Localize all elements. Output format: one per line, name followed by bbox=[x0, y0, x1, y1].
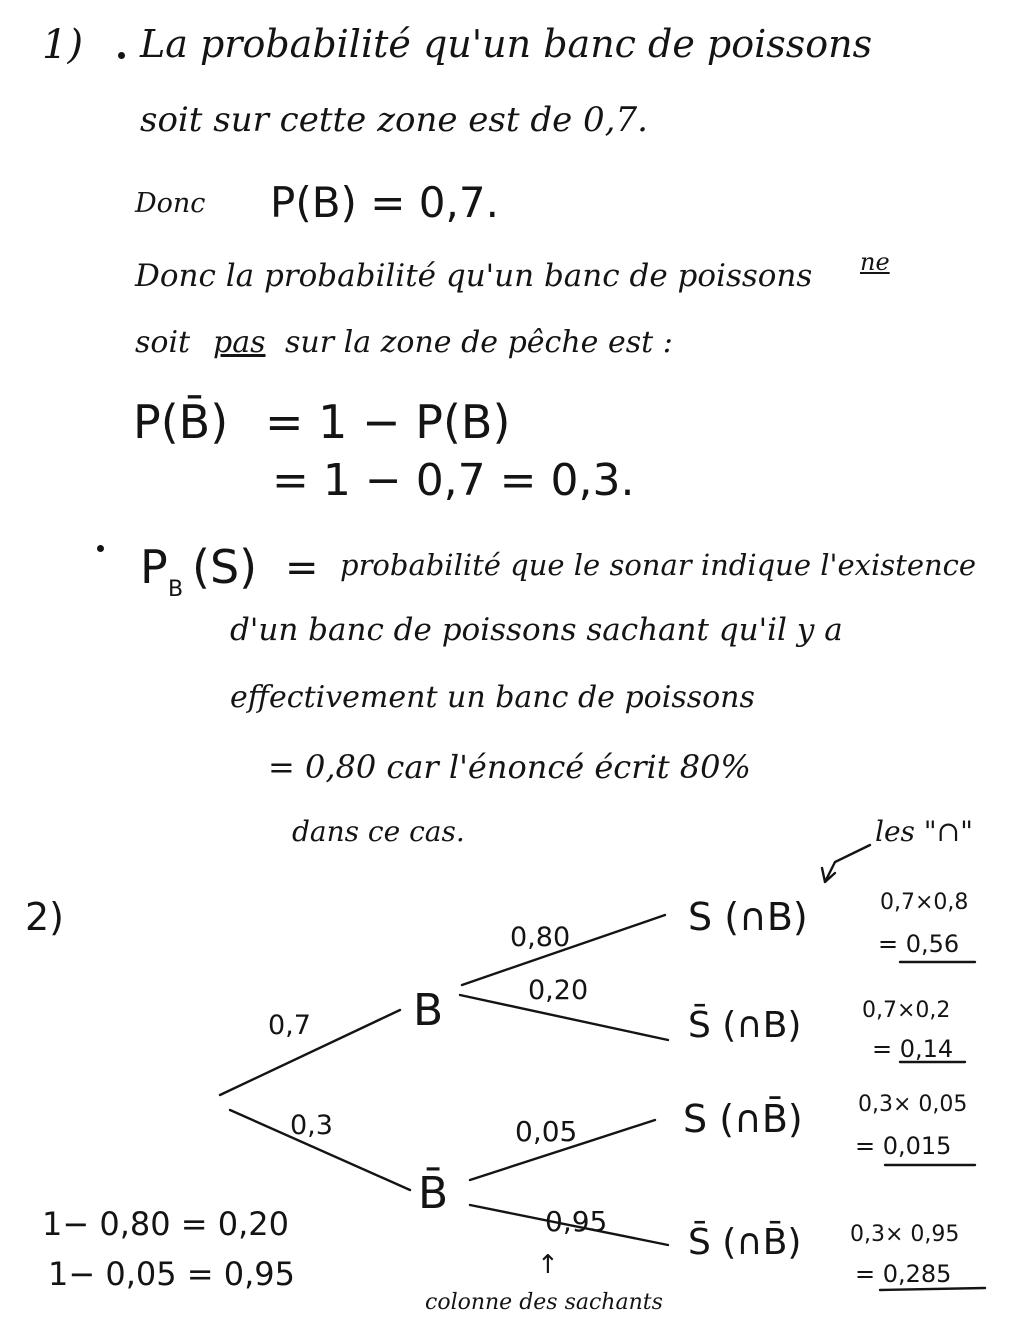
formula1-rhs: = 1 − P(B) bbox=[265, 395, 511, 449]
bullet2-text4: = 0,80 car l'énoncé écrit 80% bbox=[268, 748, 751, 786]
label-branch-B: 0,7 bbox=[268, 1010, 311, 1041]
bullet2-text3: effectivement un banc de poissons bbox=[230, 680, 755, 715]
prob-B-formula: P(B) = 0,7. bbox=[270, 178, 499, 227]
leaf-3-result: = 0,015 bbox=[855, 1132, 952, 1160]
pb-s-subscript: B bbox=[168, 577, 184, 602]
leaf-2-result: = 0,14 bbox=[872, 1035, 954, 1063]
part1-line5-pas: pas bbox=[213, 325, 266, 360]
part1-number: 1) bbox=[42, 22, 84, 68]
pb-s-equals: = bbox=[285, 545, 319, 591]
arrow-caption: colonne des sachants bbox=[425, 1290, 663, 1315]
bullet2-text2: d'un banc de poissons sachant qu'il y a bbox=[230, 612, 843, 648]
annotation-arrow bbox=[822, 845, 870, 882]
leaf-3-calc: 0,3× 0,05 bbox=[858, 1092, 968, 1117]
part1-line1: La probabilité qu'un banc de poissons bbox=[140, 22, 873, 66]
part1-line2: soit sur cette zone est de 0,7. bbox=[140, 100, 648, 140]
leaf-2-calc: 0,7×0,2 bbox=[862, 998, 951, 1023]
leaf-4-result: = 0,285 bbox=[855, 1260, 952, 1288]
part1-line4-ne: ne bbox=[860, 248, 890, 276]
leaf-1-result: = 0,56 bbox=[878, 930, 960, 958]
leaf-4-calc: 0,3× 0,95 bbox=[850, 1222, 960, 1247]
bullet2-text1: probabilité que le sonar indique l'existence bbox=[340, 548, 977, 582]
part1-donc-word: Donc bbox=[135, 188, 206, 219]
label-B-Sbar: 0,20 bbox=[528, 975, 589, 1006]
intersection-annotation: les "∩" bbox=[875, 815, 974, 848]
formula1-lhs: P(B̄) bbox=[133, 395, 229, 449]
leaf-1-label: S (∩B) bbox=[688, 895, 808, 939]
side-calc-2: 1− 0,05 = 0,95 bbox=[48, 1255, 295, 1293]
leaf-3-label: S (∩B̄) bbox=[683, 1097, 803, 1141]
formula2: = 1 − 0,7 = 0,3. bbox=[272, 455, 635, 506]
part1-line5-soit: soit bbox=[135, 325, 191, 360]
label-branch-Bbar: 0,3 bbox=[290, 1110, 333, 1141]
label-B-S: 0,80 bbox=[510, 922, 571, 953]
leaf-4-label: S̄ (∩B̄) bbox=[688, 1222, 802, 1263]
side-calc-1: 1− 0,80 = 0,20 bbox=[42, 1205, 289, 1243]
node-B: B bbox=[413, 985, 444, 1036]
node-Bbar: B̄ bbox=[418, 1168, 449, 1219]
part1-line5-rest: sur la zone de pêche est : bbox=[285, 325, 673, 360]
part2-number: 2) bbox=[25, 895, 65, 939]
result-underline-4 bbox=[880, 1288, 985, 1290]
arrow-up-icon: ↑ bbox=[537, 1250, 559, 1280]
leaf-2-label: S̄ (∩B) bbox=[688, 1005, 802, 1046]
pb-s-arg: (S) bbox=[192, 540, 258, 594]
label-Bbar-S: 0,05 bbox=[515, 1115, 578, 1148]
bullet2-text5: dans ce cas. bbox=[292, 815, 465, 848]
label-Bbar-Sbar: 0,95 bbox=[545, 1205, 608, 1238]
pb-s-p: P bbox=[140, 540, 168, 594]
part1-line4: Donc la probabilité qu'un banc de poissons bbox=[135, 258, 813, 294]
leaf-1-calc: 0,7×0,8 bbox=[880, 890, 969, 915]
